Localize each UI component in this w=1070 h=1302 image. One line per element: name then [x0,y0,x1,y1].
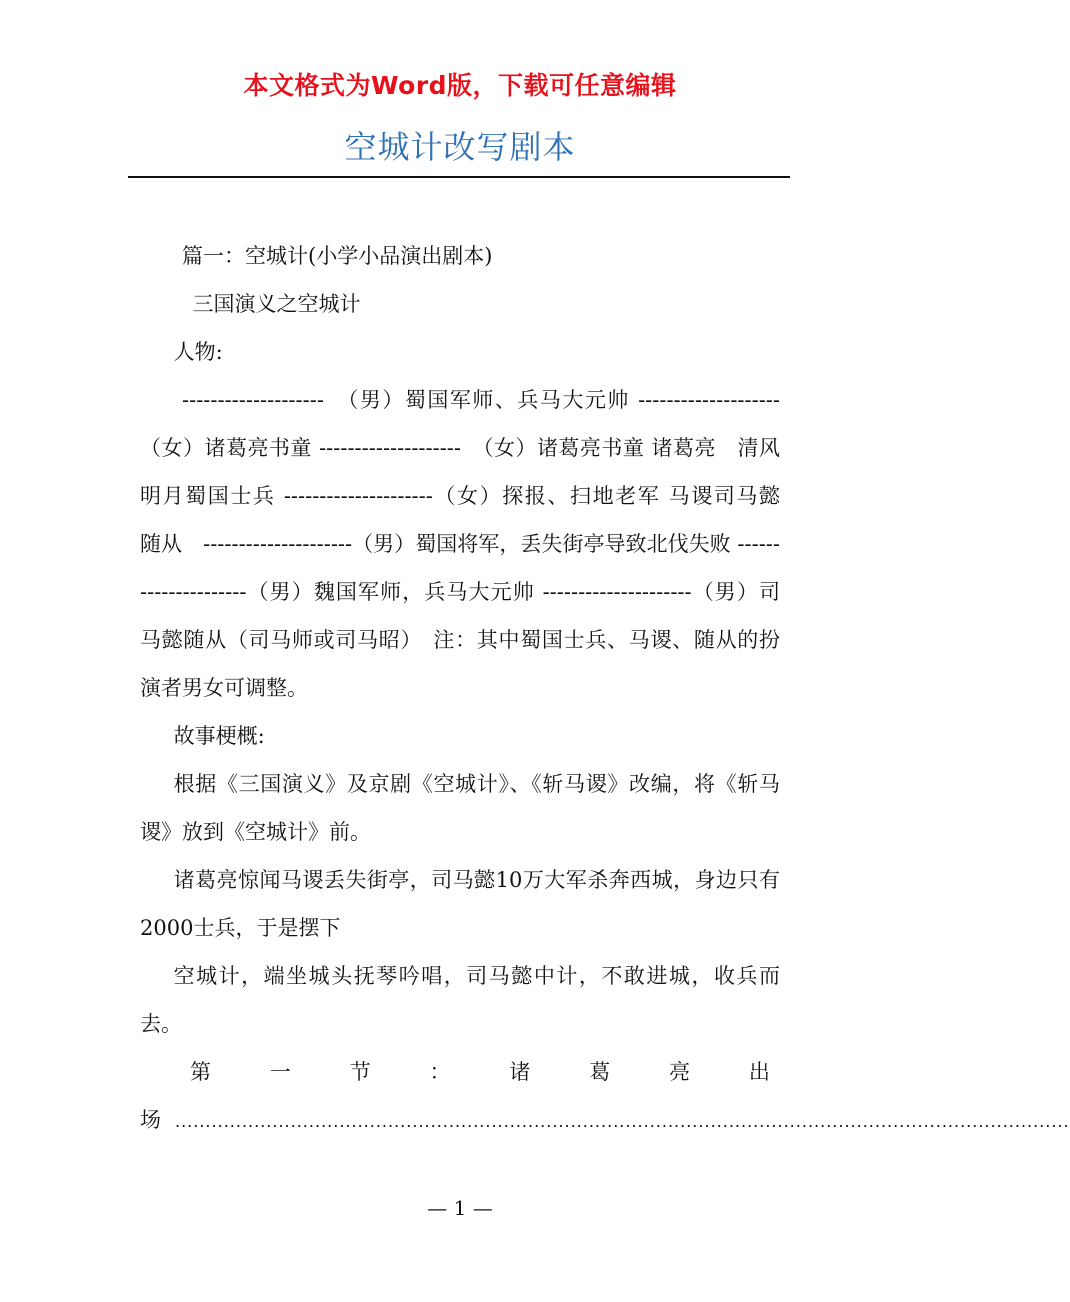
section-char: ： [429,1060,451,1084]
section-char: 第 [190,1060,211,1084]
paragraph-cast-list: -------------------- （男）蜀国军师、兵马大元帅 -------------------- （女）诸葛亮书童 -------------------- （女）诸葛亮书童 诸葛亮 清风 明月蜀国士兵 ---------------------（女）探报、扫地老军 马谡司马懿 随从 ---------------------（男）蜀国将军，丢失街亭导致北伐失败 ---------------------（男）魏国军师，兵马大元帅 ---------------------（男）司马懿随从（司马师或司马昭） 注：其中蜀国士兵、马谡、随从的扮演者男女可调整。 [140,388,801,700]
section-char: 葛 [589,1060,611,1084]
section-char: 一 [269,1060,291,1084]
paragraph-synopsis-ending: 空城计，端坐城头抚琴吟唱，司马懿中计，不敢进城，收兵而去。 [140,964,780,1036]
section-heading-continued [140,1096,1070,1146]
section-char: 节 [349,1060,371,1084]
paragraph-subtitle: 三国演义之空城计 [192,292,361,316]
paragraph-chapter-heading: 篇一：空城计(小学小品演出剧本) [182,244,493,268]
format-notice-banner: 本文格式为Word版，下载可任意编辑 [243,71,677,100]
document-body [140,232,1070,1146]
toc-leader-dots: ................................................................................................................................................... [175,1112,1070,1131]
page-number: — 1 — [427,1196,493,1220]
title-divider [128,176,790,178]
section-char: 诸 [509,1060,531,1084]
document-title: 空城计改写剧本 [344,128,576,166]
section-heading [140,1048,780,1096]
section-char: 亮 [669,1060,691,1084]
section-tail-char: 场 [140,1108,161,1132]
section-char: 出 [748,1060,770,1084]
paragraph-characters-label: 人物: [173,340,223,364]
paragraph-synopsis-story: 诸葛亮惊闻马谡丢失街亭，司马懿10万大军杀奔西城，身边只有2000士兵，于是摆下 [140,868,780,940]
paragraph-synopsis-label: 故事梗概: [173,724,265,748]
paragraph-synopsis-source: 根据《三国演义》及京剧《空城计》、《斩马谡》改编，将《斩马谡》放到《空城计》前。 [140,772,780,844]
